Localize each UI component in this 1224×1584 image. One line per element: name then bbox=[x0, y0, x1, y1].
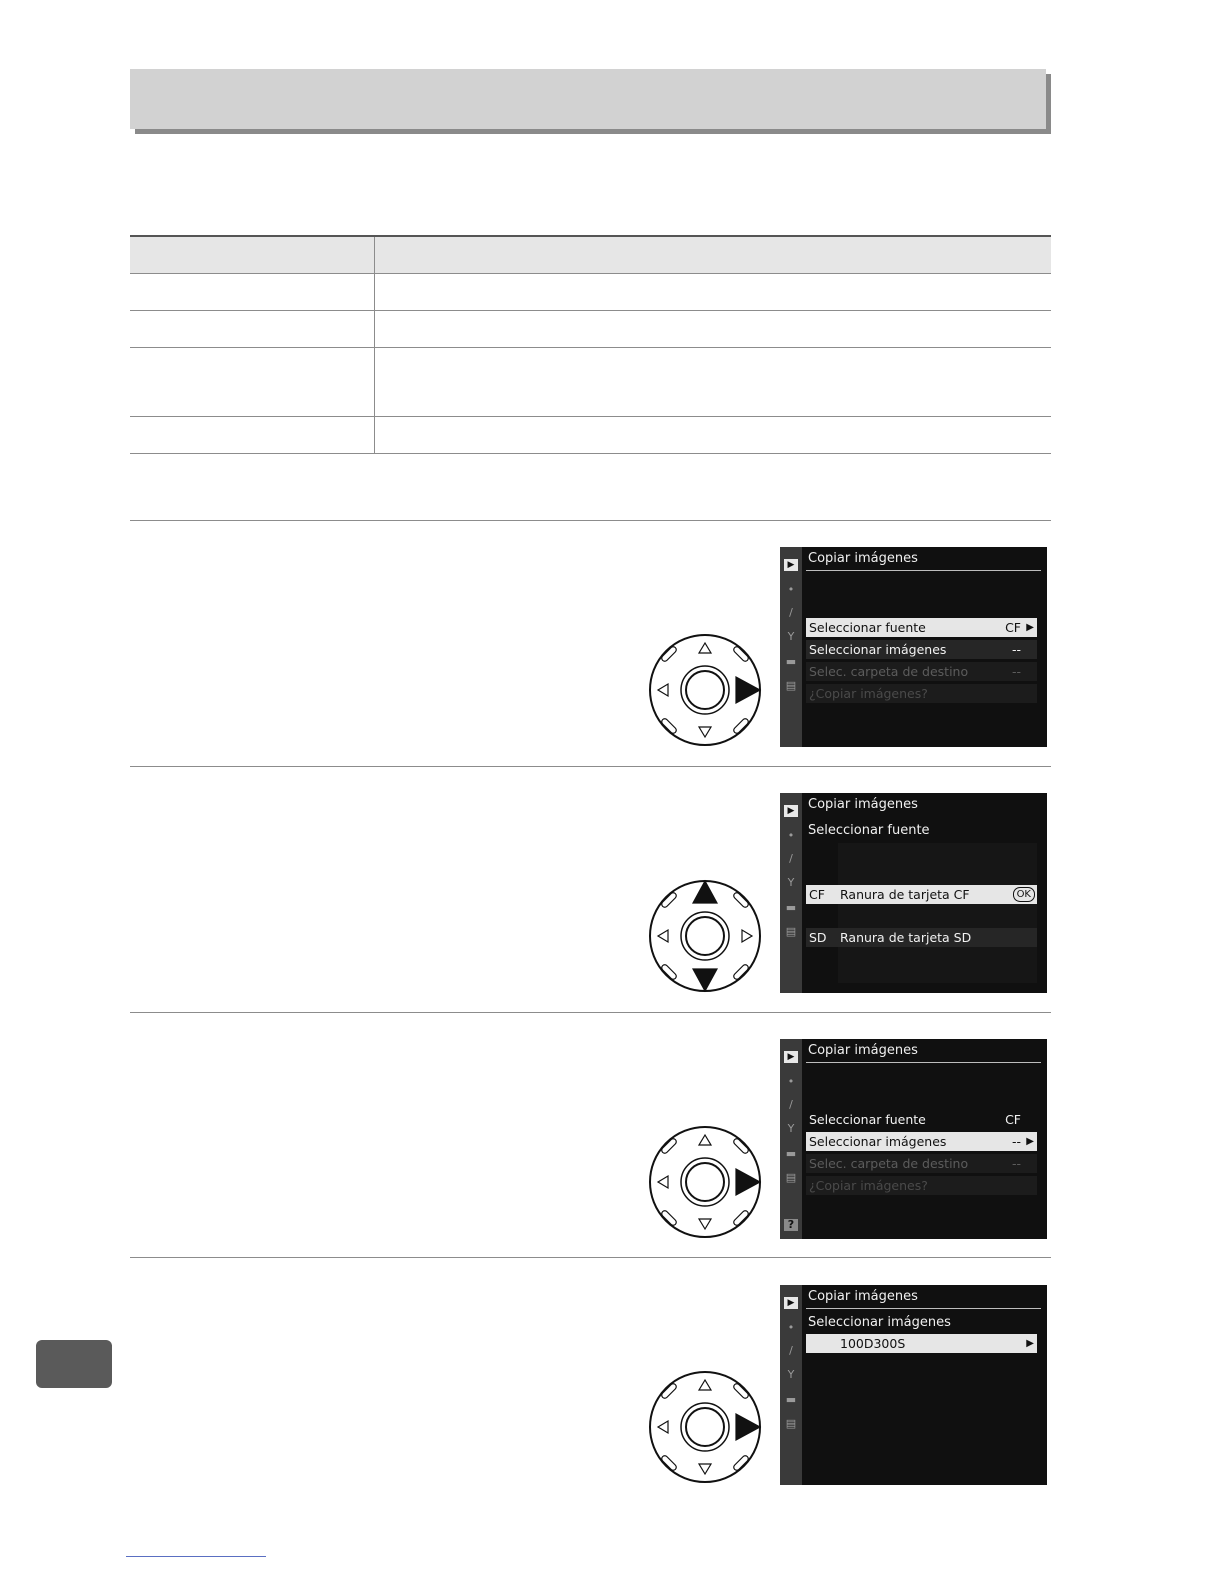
section-title-bar bbox=[130, 69, 1046, 129]
retouch-menu-icon: ▬ bbox=[785, 1393, 797, 1406]
play-icon: ▶ bbox=[784, 559, 798, 571]
screen-subtitle: Seleccionar fuente bbox=[808, 823, 930, 838]
table-row bbox=[130, 348, 1051, 417]
options-panel bbox=[838, 843, 1037, 983]
screen-title: Copiar imágenes bbox=[808, 551, 918, 566]
menu-sidebar bbox=[780, 1285, 802, 1485]
screen-title: Copiar imágenes bbox=[808, 1043, 918, 1058]
step-divider bbox=[130, 1012, 1051, 1013]
ok-icon: OK bbox=[1013, 887, 1035, 902]
menu-item-copy-images: ¿Copiar imágenes? bbox=[806, 1176, 1037, 1195]
pencil-icon: / bbox=[789, 606, 793, 619]
dial-center-button bbox=[686, 1408, 724, 1446]
multi-selector-svg bbox=[648, 1125, 762, 1239]
screen-title: Copiar imágenes bbox=[808, 1289, 918, 1304]
screen-title: Copiar imágenes bbox=[808, 797, 918, 812]
retouch-icon: • bbox=[787, 1075, 795, 1088]
table-row bbox=[130, 417, 1051, 454]
recent-settings-icon: ▤ bbox=[785, 1171, 797, 1184]
card-value: CF bbox=[1005, 1112, 1021, 1127]
option-sd-slot[interactable]: SD Ranura de tarjeta SD bbox=[806, 928, 1037, 947]
dial-center-button bbox=[686, 671, 724, 709]
recent-settings-icon: ▤ bbox=[785, 925, 797, 938]
cf-card-icon: CF bbox=[809, 887, 825, 902]
setup-icon: Y bbox=[787, 1368, 795, 1381]
multi-selector-dial bbox=[648, 1370, 762, 1484]
screen-title-rule bbox=[806, 570, 1041, 571]
retouch-menu-icon: ▬ bbox=[785, 901, 797, 914]
step-divider bbox=[130, 1257, 1051, 1258]
multi-selector-dial bbox=[648, 879, 762, 993]
menu-sidebar bbox=[780, 793, 802, 993]
camera-screen-select-images bbox=[780, 1285, 1047, 1485]
menu-item-select-destination: Selec. carpeta de destino -- bbox=[806, 662, 1037, 681]
menu-item-select-images[interactable]: Seleccionar imágenes -- bbox=[806, 640, 1037, 659]
setup-icon: Y bbox=[787, 1122, 795, 1135]
setup-icon: Y bbox=[787, 876, 795, 889]
sd-card-icon: SD bbox=[809, 930, 827, 945]
chapter-tab bbox=[36, 1340, 112, 1388]
table-header-row bbox=[130, 235, 1051, 273]
dial-center-button bbox=[686, 917, 724, 955]
pencil-icon: / bbox=[789, 1098, 793, 1111]
menu-item-copy-images: ¿Copiar imágenes? bbox=[806, 684, 1037, 703]
recent-settings-icon: ▤ bbox=[785, 679, 797, 692]
screen-title-rule bbox=[806, 1308, 1041, 1309]
retouch-menu-icon: ▬ bbox=[785, 1147, 797, 1160]
setup-icon: Y bbox=[787, 630, 795, 643]
retouch-icon: • bbox=[787, 829, 795, 842]
footer-link-rule bbox=[126, 1556, 266, 1557]
option-cf-slot[interactable]: CF Ranura de tarjeta CF OK bbox=[806, 885, 1037, 904]
step-divider bbox=[130, 766, 1051, 767]
play-icon: ▶ bbox=[784, 805, 798, 817]
screen-subtitle: Seleccionar imágenes bbox=[808, 1315, 951, 1330]
play-icon: ▶ bbox=[784, 1297, 798, 1309]
pencil-icon: / bbox=[789, 852, 793, 865]
multi-selector-dial bbox=[648, 1125, 762, 1239]
retouch-menu-icon: ▬ bbox=[785, 655, 797, 668]
folder-item[interactable] bbox=[806, 1334, 1037, 1353]
menu-item-select-source[interactable]: Seleccionar fuente CF ▶ bbox=[806, 618, 1037, 637]
pencil-icon: / bbox=[789, 1344, 793, 1357]
menu-item-select-source[interactable]: Seleccionar fuente CF bbox=[809, 1112, 1021, 1127]
camera-screen-copy-menu-images bbox=[780, 1039, 1047, 1239]
retouch-icon: • bbox=[787, 1321, 795, 1334]
menu-item-select-images[interactable]: Seleccionar imágenes -- ▶ bbox=[806, 1132, 1037, 1151]
menu-sidebar bbox=[780, 547, 802, 747]
camera-screen-select-source bbox=[780, 793, 1047, 993]
retouch-icon: • bbox=[787, 583, 795, 596]
table-row bbox=[130, 273, 1051, 311]
multi-selector-svg bbox=[648, 1370, 762, 1484]
folder-name: 100D300S bbox=[840, 1336, 906, 1351]
play-icon: ▶ bbox=[784, 1051, 798, 1063]
multi-selector-dial bbox=[648, 633, 762, 747]
dial-center-button bbox=[686, 1163, 724, 1201]
recent-settings-icon: ▤ bbox=[785, 1417, 797, 1430]
multi-selector-svg bbox=[648, 879, 762, 993]
arrow-right-icon: ▶ bbox=[1026, 1338, 1034, 1349]
arrow-right-icon: ▶ bbox=[1026, 1136, 1034, 1147]
screen-title-rule bbox=[806, 1062, 1041, 1063]
arrow-right-icon: ▶ bbox=[1026, 622, 1034, 633]
camera-screen-copy-menu bbox=[780, 547, 1047, 747]
help-icon: ? bbox=[784, 1219, 798, 1231]
table-row bbox=[130, 310, 1051, 348]
multi-selector-svg bbox=[648, 633, 762, 747]
step-divider bbox=[130, 520, 1051, 521]
menu-sidebar bbox=[780, 1039, 802, 1239]
card-value: CF bbox=[1005, 620, 1021, 635]
menu-item-select-destination: Selec. carpeta de destino -- bbox=[806, 1154, 1037, 1173]
